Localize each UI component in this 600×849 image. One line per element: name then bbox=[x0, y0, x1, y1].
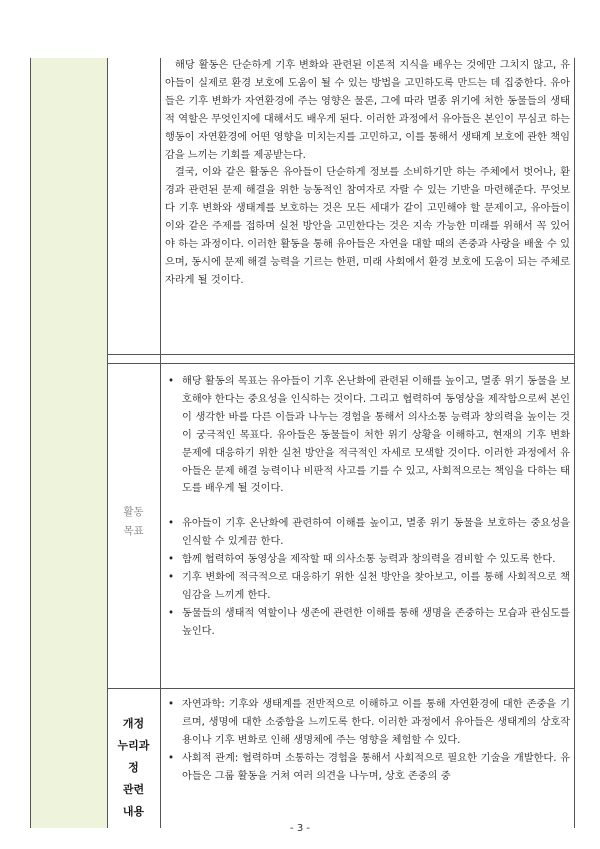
row-divider bbox=[107, 363, 575, 364]
intro-paragraph-1: 해당 활동은 단순하게 기후 변화와 관련된 이론적 지식을 배우는 것에만 그치지 않고, 유아들이 실제로 환경 보호에 도움이 될 수 있는 방법을 고민하도록 만드는 데 집중한다. 유아들은 기후 변화가 자연환경에 주는 영향은 물론, 그에 따라 멸종 위기에 처한 동물들의 생태적 역할은 무엇인지에 대해서도 배우게 된다. 이러한 과정에서 유아들은 본인이 무심코 하는 행동이 자연환경에 어떤 영향을 미치는지를 고민하고, 이를 통해서 생태계 보호에 관한 책임감을 느끼는 기회를 제공받는다. bbox=[165, 60, 570, 161]
table-right-border bbox=[574, 58, 575, 828]
nuri-item: • 사회적 관계: 협력하며 소통하는 경험을 통해서 사회적으로 필요한 기술을 개발한다. 유아들은 그룹 활동을 거쳐 여러 의견을 나누며, 상호 존중의 중 bbox=[165, 750, 570, 786]
goals-label: 활동 목표 bbox=[123, 506, 144, 537]
intro-paragraph-2: 결국, 이와 같은 활동은 유아들이 단순하게 정보를 소비하기만 하는 주체에서 벗어나, 환경과 관련된 문제 해결을 위한 능동적인 참여자로 자랄 수 있는 기반을 마련해준다. 무엇보다 기후 변화와 생태계를 보호하는 것은 모든 세대가 같이 고민해야 할 문제이고, 유아들이 이와 같은 주제를 접하며 실천 방안을 고민한다는 것은 지속 가능한 미래를 위해서 꼭 있어야 하는 과정이다. 이러한 활동을 통해 유아들은 자연을 대할 때의 존중과 사랑을 배울 수 있으며, 동시에 문제 해결 능력을 기르는 한편, 미래 사회에서 환경 보호에 도움이 되는 주체로 자라게 될 것이다. bbox=[165, 167, 570, 286]
nuri-label: 개정 누리과 정 관련 내용 bbox=[117, 717, 150, 818]
goal-item: • 함께 협력하여 동영상을 제작할 때 의사소통 능력과 창의력을 겸비할 수 있도록 한다. bbox=[165, 551, 570, 569]
goal-item: • 기후 변화에 적극적으로 대응하기 위한 실천 방안을 찾아보고, 이를 통해 사회적으로 책임감을 느끼게 한다. bbox=[165, 569, 570, 605]
goals-summary: • 해당 활동의 목표는 유아들이 기후 온난화에 관련된 이해를 높이고, 멸종 위기 동물을 보호해야 한다는 중요성을 인식하는 것이다. 그리고 협력하여 동영상을 제작함으로써 본인이 생각한 바를 다른 이들과 나누는 경험을 통해서 의사소통 능력과 창의력을 높이는 것이 궁극적인 목표다. 유아들은 동물들이 처한 위기 상황을 이해하고, 현재의 기후 변화 문제에 대응하기 위한 실천 방안을 적극적인 자세로 모색할 것이다. 이러한 과정에서 유아들은 문제 해결 능력이나 비판적 사고를 기를 수 있고, 사회적으로는 책임을 다하는 태도를 배우게 될 것이다. bbox=[165, 373, 570, 498]
nuri-item: • 자연과학: 기후와 생태계를 전반적으로 이해하고 이를 통해 자연환경에 대한 존중을 기르며, 생명에 대한 소중함을 느끼도록 한다. 이러한 과정에서 유아들은 생태계의 상호작용이나 기후 변화로 인해 생명체에 주는 영향을 체험할 수 있다. bbox=[165, 696, 570, 750]
goal-item: • 유아들이 기후 온난화에 관련하여 이해를 높이고, 멸종 위기 동물을 보호하는 중요성을 인식할 수 있게끔 한다. bbox=[165, 515, 570, 551]
row-divider bbox=[107, 688, 575, 689]
goals-section bbox=[165, 373, 570, 641]
plan-table bbox=[30, 58, 575, 828]
section-header-column bbox=[30, 58, 108, 828]
intro-section bbox=[165, 57, 570, 290]
goal-item: • 동물들의 생태적 역할이나 생존에 관련한 이해를 통해 생명을 존중하는 모습과 관심도를 높인다. bbox=[165, 605, 570, 641]
column-divider bbox=[160, 58, 161, 828]
page-number: - 3 - bbox=[290, 823, 310, 834]
row-divider bbox=[107, 354, 575, 355]
nuri-section bbox=[165, 696, 570, 786]
